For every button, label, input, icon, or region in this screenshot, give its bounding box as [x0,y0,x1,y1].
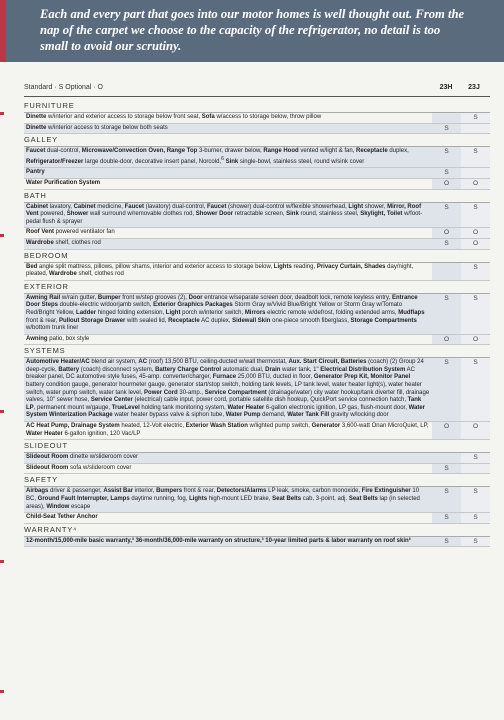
table-row [24,487,490,513]
table-row [24,335,490,346]
spec-table [24,100,490,547]
table-row [24,453,490,464]
value-23j: S [461,513,490,523]
value-23j [461,168,490,178]
section-galley [24,134,490,189]
intro-banner [0,0,504,62]
table-row [24,537,490,548]
value-23h: S [432,513,461,523]
value-23h: S [432,168,461,178]
value-23h: S [432,294,461,334]
feature-description: Roof Vent powered ventilator fan [26,229,115,236]
value-23h [432,113,461,123]
banner-text: Each and every part that goes into our motor homes is well thought out. From the nap of the carpet we choose to the capacity of the refrigerator, no detail is too small to avoid our scrutiny. [40,7,465,53]
value-23h: S [432,464,461,474]
value-23h: O [432,179,461,189]
value-23h: S [432,203,461,228]
feature-description: Water Purification System [26,179,101,186]
table-row [24,179,490,190]
section-bedroom [24,250,490,281]
section-title: GALLEY [24,134,490,147]
table-row [24,464,490,475]
feature-description: Slideout Room dinette w/slideroom cover [24,453,432,463]
section-furniture [24,100,490,134]
value-23j: S [461,487,490,512]
feature-description: Dinette w/interior and exterior access to storage below front seat, Sofa w/access to storage below, throw pillow [26,114,322,120]
table-row [24,147,490,168]
value-23h: S [432,124,461,134]
table-row [24,113,490,124]
section-safety [24,474,490,523]
section-title: SYSTEMS [24,345,490,358]
table-row [24,358,490,422]
value-23h: S [432,147,461,167]
section-title: SAFETY [24,474,490,487]
table-row [24,422,490,440]
column-header-23h: 23H [439,84,453,91]
table-row [24,124,490,135]
feature-description: 12-month/15,000-mile basic warranty,³ 36-month/36,000-mile warranty on structure,³ 10-year limited parts & labor warranty on roof skin³ [24,537,432,547]
page-edge-marks [0,0,6,720]
feature-description: Awning patio, box style [26,335,90,342]
column-header-23j: 23J [468,84,480,91]
value-23j: S [461,263,490,280]
value-23j: O [461,228,490,238]
header-divider [24,96,490,97]
feature-description: Slideout Room sofa w/slideroom cover [26,464,132,471]
value-23j: S [461,203,490,228]
section-title: BATH [24,190,490,203]
feature-description: Automotive Heater/AC blend air system, AC (roof) 13,500 BTU, ceiling-ducted w/wall thermostat, Aux. Start Circuit, Batteries (coach) (2) Group 24 deep-cycle, Battery (coach) disconnect system, Battery Charge Control automatic dual, Drain water tank, 1" Electrical Distribution System AC breaker panel, DC automotive style fuses, 45-amp. converter/charger, Furnace 25,000 BTU, ducted in floor, Generator Prep Kit, Monitor Panel battery condition gauge, generator hourmeter gauge, generator start/stop switch, holding tank levels, LP tank level, water heater light(s), water heater switch, water pump switch, water tank level, Power Cord 30-amp., Service Compartment (drainage/water) city water hookup/tank diverter fill, drainage valves, 10" sewer hose, Service Center (electrical) cable input, power cord, portable satellite dish hookup, QuickPort service connection hatch, Tank LP, permanent mount w/gauge, TrueLevel holding tank monitoring system, Water Heater 6-gallon electronic ignition, LP gas, flush-mount door, Water System Winterization Package water heater bypass valve & siphon tube, Water Pump demand, Water Tank Fill gravity w/locking door [24,358,432,421]
value-23h [432,263,461,280]
feature-description: Awning Rail w/rain gutter, Bumper front w/step grooves (2), Door entrance w/separate screen door, deadbolt lock, remote keyless entry, Entrance Door Steps double-electric w/doorjamb switch, Exterior Graphics Packages Storm Gray w/Vivid Blue/Bright Yellow or Storm Gray w/Tomato Red/Bright Yellow, Ladder hinged folding extension, Light porch w/interior switch, Mirrors electric remote w/defrost, folding extended arms, Mudflaps front & rear, Pullout Storage Drawer with sealed lid, Receptacle AC duplex, Sidewall Skin one-piece smooth fiberglass, Storage Compartments w/bottom trunk liner [24,294,432,334]
value-23j: S [461,537,490,547]
value-23h: O [432,228,461,238]
value-23j [461,464,490,474]
feature-description: Faucet dual-control, Microwave/Convection Oven, Range Top 3-burner, drawer below, Range Hood vented w/light & fan, Receptacle duplex, Refrigerator/Freezer large double-door, decorative insert panel, Norcold,$^6$ Sink single-bowl, stainless steel, round w/sink cover [24,147,432,167]
section-exterior [24,281,490,346]
value-23h: O [432,422,461,439]
table-row [24,239,490,250]
table-row [24,168,490,179]
feature-description: Cabinet lavatory, Cabinet medicine, Faucet (lavatory) dual-control, Faucet (shower) dual-control w/flexible showerhead, Light shower, Mirror, Roof Vent powered, Shower wall surround w/removable clothes rod, Shower Door retractable screen, Sink round, stainless steel, Skylight, Toilet w/foot-pedal flush & sprayer [24,203,432,228]
feature-description: Bed angle split mattress, pillows, pillow shams, interior and exterior access to storage below, Lights reading, Privacy Curtain, Shades day/night, pleated, Wardrobe shelf, clothes rod [26,263,414,278]
section-title: BEDROOM [24,250,490,263]
feature-description: AC Heat Pump, Drainage System heated, 12-Volt electric, Exterior Wash Station w/lighted pump switch, Generator 3,600-watt Onan MicroQuiet, LP, Water Heater 6-gallon ignition, 120 Vac/LP [26,423,429,437]
legend-text: Standard · S Optional · O [24,84,103,91]
value-23h: S [432,537,461,547]
value-23h: S [432,239,461,249]
feature-description: Child-Seat Tether Anchor [26,514,98,521]
table-row [24,513,490,524]
value-23h: S [432,487,461,512]
value-23j: S [461,453,490,463]
table-header [24,84,496,96]
value-23j: O [461,422,490,439]
table-row [24,294,490,335]
section-title: WARRANTY⁴ [24,524,490,537]
feature-description: Dinette w/interior access to storage below both seats [24,124,432,134]
value-23j: S [461,113,490,123]
section-warranty [24,524,490,548]
feature-description: Airbags driver & passenger, Assist Bar interior, Bumpers front & rear, Detectors/Alarms LP leak, smoke, carbon monoxide, Fire Extinguisher 10 BC, Ground Fault Interrupter, Lamps daytime running, fog, Lights high-mount LED brake, Seat Belts cab, 3-point, adj. Seat Belts lap (in selected areas), Window escape [24,487,432,512]
value-23j: S [461,147,490,167]
section-title: SLIDEOUT [24,440,490,453]
section-slideout [24,440,490,474]
table-row [24,263,490,281]
value-23j: O [461,239,490,249]
section-title: FURNITURE [24,100,490,113]
value-23j: O [461,335,490,345]
value-23h: O [432,335,461,345]
value-23j: S [461,358,490,421]
value-23h: S [432,358,461,421]
section-bath [24,190,490,250]
banner-accent-stripe [0,0,6,62]
table-row [24,228,490,239]
section-systems [24,345,490,440]
value-23h [432,453,461,463]
value-23j: S [461,294,490,334]
table-row [24,203,490,229]
section-title: EXTERIOR [24,281,490,294]
value-23j [461,124,490,134]
feature-description: Pantry [24,168,432,178]
value-23j: O [461,179,490,189]
feature-description: Wardrobe shelf, clothes rod [24,239,432,249]
